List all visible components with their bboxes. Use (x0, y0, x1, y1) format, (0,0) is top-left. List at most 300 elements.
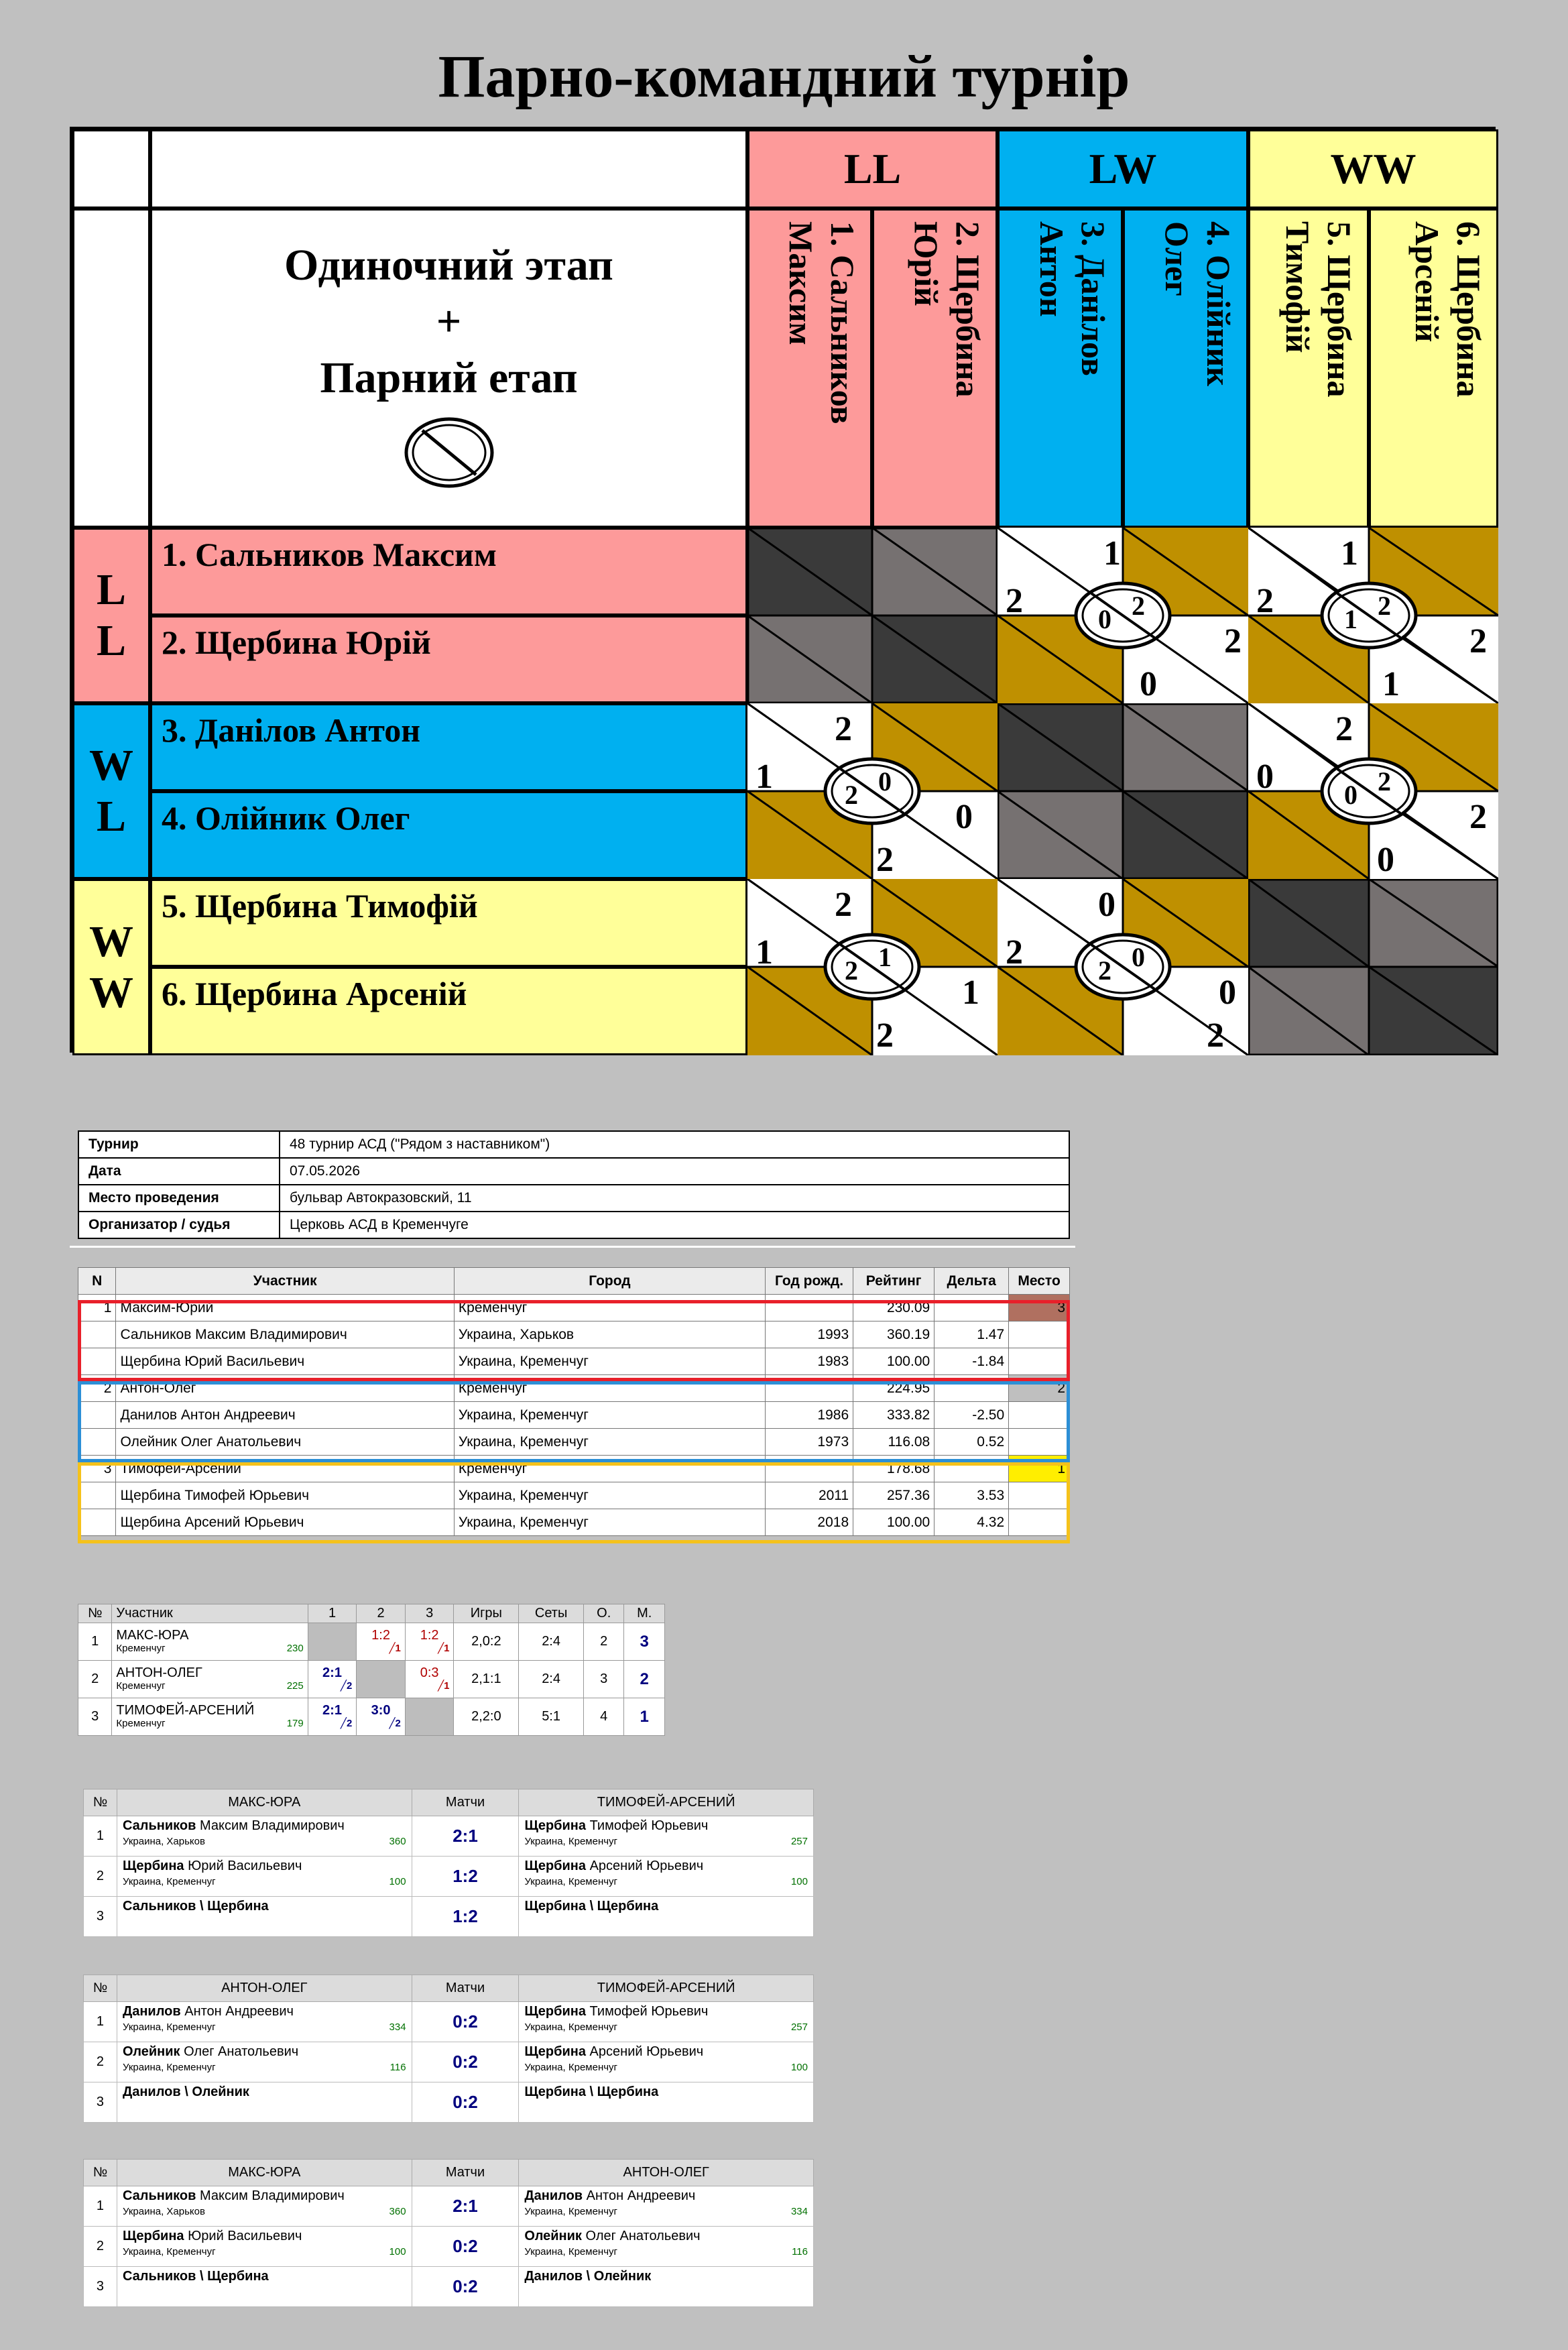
corner-cell-2 (72, 209, 150, 528)
participant-name: Сальников Максим Владимирович (116, 1321, 454, 1348)
self-block-lw (998, 703, 1248, 879)
left-player (117, 2186, 412, 2227)
score-bottom-right: 2 (1469, 622, 1487, 660)
right-city: Украина, Кременчуг (524, 2062, 618, 2073)
crosstable-row (78, 1623, 665, 1661)
col-matches: Матчи (412, 1975, 519, 2002)
group-header-ll: LL (747, 129, 998, 209)
row-player-6: 6. Щербина Арсеній (150, 967, 747, 1055)
left-city: Украина, Кременчуг (122, 2246, 216, 2257)
info-key: Турнир (78, 1131, 280, 1158)
delta: -1.84 (934, 1348, 1009, 1375)
match-score[interactable]: 0:2 (412, 2042, 519, 2082)
score-bottom-left: 2 (1207, 1016, 1224, 1055)
right-given: Антон Андреевич (583, 2188, 696, 2203)
left-surname: Данилов \ Олейник (122, 2084, 249, 2099)
match-header (84, 1975, 814, 2002)
place: 1 (624, 1698, 665, 1736)
self-cell (405, 1698, 454, 1736)
city: Украина, Кременчуг (454, 1482, 765, 1509)
participant-name: Щербина Арсений Юрьевич (116, 1509, 454, 1536)
birth-year: 2018 (765, 1509, 853, 1536)
left-player (117, 2227, 412, 2267)
delta: 4.32 (934, 1509, 1009, 1536)
score-top-left: 2 (1256, 582, 1274, 620)
team-name: МАКС-ЮРА (116, 1627, 189, 1643)
result-sets: 1 (444, 1642, 450, 1654)
score-bottom-left: 1 (1382, 665, 1400, 703)
match-row (84, 2227, 814, 2267)
left-given: Антон Андреевич (180, 2004, 294, 2019)
score-center-right: 0 (1132, 942, 1145, 972)
left-team: АНТОН-ОЛЕГ (117, 1975, 412, 2002)
sets: 2:4 (519, 1623, 584, 1661)
stage-line-3: Парний етап (320, 353, 578, 402)
left-team: МАКС-ЮРА (117, 2160, 412, 2186)
score-bottom-right: 2 (1469, 798, 1487, 836)
left-player (117, 2042, 412, 2082)
header-blank (150, 129, 747, 209)
left-player (117, 2267, 412, 2307)
col-2: 2 (357, 1604, 406, 1623)
right-given: Арсений Юрьевич (586, 1859, 704, 1873)
info-key: Место проведения (78, 1185, 280, 1212)
place: 3 (624, 1623, 665, 1661)
left-player (117, 2082, 412, 2123)
result-cell[interactable]: 2:1 ╱2 (308, 1661, 357, 1698)
score-center-right: 0 (878, 766, 892, 797)
row-player-4: 4. Олійник Олег (150, 791, 747, 879)
participant-name: Щербина Юрий Васильевич (116, 1348, 454, 1375)
col-sets: Сеты (519, 1604, 584, 1623)
participant-name: Антон-Олег (116, 1375, 454, 1402)
right-player (519, 1897, 814, 1937)
delta: 3.53 (934, 1482, 1009, 1509)
team-cell (112, 1623, 308, 1661)
participant-name: Данилов Антон Андреевич (116, 1402, 454, 1429)
info-value: бульвар Автокразовский, 11 (280, 1185, 1069, 1212)
left-rating: 100 (389, 2246, 406, 2257)
place: 2 (624, 1661, 665, 1698)
left-surname: Олейник (122, 2044, 180, 2059)
score-center-left: 2 (845, 955, 858, 986)
stage-line-2: + (436, 297, 462, 346)
crosstable-row (78, 1698, 665, 1736)
match-row (84, 2186, 814, 2227)
right-team: ТИМОФЕЙ-АРСЕНИЙ (519, 1789, 814, 1816)
points: 4 (583, 1698, 623, 1736)
rating: 116.08 (853, 1429, 934, 1456)
score-center-right: 2 (1132, 591, 1145, 621)
delta: -2.50 (934, 1402, 1009, 1429)
match-row (84, 2267, 814, 2307)
left-given: Олег Анатольевич (180, 2044, 299, 2059)
col-n: № (84, 1975, 117, 2002)
col-matches: Матчи (412, 2160, 519, 2186)
score-block-r2-c3 (1248, 703, 1498, 879)
right-surname: Щербина (524, 1859, 587, 1873)
left-player (117, 2002, 412, 2042)
info-value: 07.05.2026 (280, 1158, 1069, 1185)
match-row (84, 2042, 814, 2082)
birth-year: 1973 (765, 1429, 853, 1456)
right-surname: Данилов \ Олейник (524, 2269, 652, 2284)
row-group-ww: W W (72, 879, 150, 1055)
right-given: Арсений Юрьевич (586, 2044, 704, 2059)
score-top-left: 2 (1006, 933, 1023, 972)
right-surname: Данилов (524, 2188, 583, 2203)
right-player (519, 2227, 814, 2267)
tournament-info-table (78, 1130, 1070, 1239)
row-n: 3 (84, 2267, 117, 2307)
right-given: Олег Анатольевич (581, 2229, 701, 2243)
left-surname: Данилов (122, 2004, 181, 2019)
result-score: 2:1 (322, 1665, 342, 1680)
city: Кременчуг (454, 1295, 765, 1321)
score-bottom-left: 2 (876, 1016, 894, 1055)
right-player (519, 2267, 814, 2307)
col-player-2: 2. Щербина Юрій (872, 209, 998, 528)
left-city: Украина, Харьков (122, 2206, 205, 2217)
match-row (84, 1857, 814, 1897)
city: Кременчуг (454, 1375, 765, 1402)
score-bottom-right: 0 (955, 798, 973, 836)
rating: 100.00 (853, 1348, 934, 1375)
city: Украина, Кременчуг (454, 1429, 765, 1456)
score-top-right: 2 (835, 710, 852, 748)
right-surname: Щербина (524, 2044, 586, 2059)
right-city: Украина, Кременчуг (524, 2206, 617, 2217)
left-rating: 116 (389, 2062, 406, 2073)
result-cell[interactable]: 3:0 ╱2 (357, 1698, 406, 1736)
left-surname: Сальников (122, 2188, 196, 2203)
sets: 5:1 (519, 1698, 584, 1736)
right-rating: 100 (790, 2062, 808, 2073)
row-player-1: 1. Сальников Максим (150, 528, 747, 615)
left-city: Украина, Кременчуг (122, 2062, 216, 2073)
right-team: ТИМОФЕЙ-АРСЕНИЙ (519, 1975, 814, 2002)
crosstable-row (78, 1661, 665, 1698)
score-block-r1-c3 (1248, 528, 1498, 703)
rating: 360.19 (853, 1321, 934, 1348)
right-city: Украина, Кременчуг (524, 1836, 618, 1847)
group-header-ww: WW (1248, 129, 1498, 209)
result-sets: 1 (444, 1680, 450, 1692)
self-cell (357, 1661, 406, 1698)
right-rating: 257 (790, 1836, 808, 1847)
team-rating: 225 (286, 1680, 304, 1692)
score-top-right: 0 (1098, 886, 1115, 924)
place: 1 (1009, 1456, 1070, 1482)
score-top-right: 2 (1335, 710, 1353, 748)
place: 2 (1009, 1375, 1070, 1402)
self-block-ll (747, 528, 998, 703)
col-n: № (84, 1789, 117, 1816)
row-n: 2 (84, 1857, 117, 1897)
row-n: 2 (78, 1375, 116, 1402)
col-delta: Дельта (934, 1268, 1009, 1295)
row-n: 1 (84, 1816, 117, 1857)
score-center-right: 1 (878, 942, 892, 972)
result-sets: 2 (346, 1717, 353, 1729)
left-surname: Сальников (122, 1818, 196, 1833)
col-rating: Рейтинг (853, 1268, 934, 1295)
right-given: Тимофей Юрьевич (586, 2004, 709, 2019)
birth-year: 1986 (765, 1402, 853, 1429)
score-center-left: 0 (1344, 780, 1358, 810)
right-player (519, 1857, 814, 1897)
match-score[interactable]: 2:1 (412, 2186, 519, 2227)
left-city: Украина, Кременчуг (122, 1876, 216, 1887)
right-rating: 334 (790, 2206, 808, 2217)
col-n: № (78, 1604, 112, 1623)
row-n: 3 (78, 1456, 116, 1482)
team-name: ТИМОФЕЙ-АРСЕНИЙ (116, 1702, 255, 1718)
row-n: 2 (78, 1661, 112, 1698)
place: 3 (1009, 1295, 1070, 1321)
match-score[interactable]: 0:2 (412, 2002, 519, 2042)
participant-name: Максим-Юрий (116, 1295, 454, 1321)
rating: 100.00 (853, 1509, 934, 1536)
delta: 1.47 (934, 1321, 1009, 1348)
row-player-3: 3. Данілов Антон (150, 703, 747, 791)
rating: 230.09 (853, 1295, 934, 1321)
col-player-1: 1. Сальников Максим (747, 209, 872, 528)
info-row (78, 1131, 1069, 1158)
left-given: Максим Владимирович (196, 2188, 345, 2203)
right-player (519, 2042, 814, 2082)
team-rating: 179 (286, 1717, 304, 1729)
info-key: Дата (78, 1158, 280, 1185)
col-n: № (84, 2160, 117, 2186)
col-n: N (78, 1268, 116, 1295)
match-table (83, 1789, 814, 1937)
info-row (78, 1158, 1069, 1185)
crosstable (78, 1604, 665, 1736)
score-center-left: 2 (1098, 955, 1111, 986)
city: Украина, Кременчуг (454, 1348, 765, 1375)
result-cell[interactable]: 0:3 ╱1 (405, 1661, 454, 1698)
row-n: 2 (84, 2227, 117, 2267)
left-rating: 100 (389, 1876, 406, 1887)
participant-name: Тимофей-Арсений (116, 1456, 454, 1482)
score-bottom-left: 0 (1377, 841, 1394, 879)
score-bottom-right: 2 (1224, 622, 1242, 660)
match-header (84, 1789, 814, 1816)
score-top-left: 2 (1006, 582, 1023, 620)
right-rating: 257 (790, 2021, 808, 2033)
score-bottom-left: 2 (876, 841, 894, 879)
team-3-frame (78, 1462, 1070, 1543)
row-n: 1 (84, 2002, 117, 2042)
right-city: Украина, Кременчуг (524, 2021, 618, 2033)
right-city: Украина, Кременчуг (524, 2246, 617, 2257)
score-block-r3-c2 (998, 879, 1248, 1055)
match-header (84, 2160, 814, 2186)
col-player-3: 3. Данілов Антон (998, 209, 1123, 528)
row-n: 1 (78, 1623, 112, 1661)
row-group-wl: W L (72, 703, 150, 879)
right-surname: Щербина \ Щербина (524, 2084, 659, 2099)
self-cell (308, 1623, 357, 1661)
left-team: МАКС-ЮРА (117, 1789, 412, 1816)
result-cell[interactable]: 1:2 ╱1 (405, 1623, 454, 1661)
score-top-right: 2 (835, 886, 852, 924)
games: 2,1:1 (454, 1661, 519, 1698)
row-n: 3 (84, 1897, 117, 1937)
info-row (78, 1212, 1069, 1238)
right-surname: Щербина (524, 1818, 587, 1833)
left-given: Юрий Васильевич (184, 1859, 302, 1873)
points: 3 (583, 1661, 623, 1698)
left-player (117, 1897, 412, 1937)
left-city: Украина, Харьков (122, 1836, 205, 1847)
sets: 2:4 (519, 1661, 584, 1698)
col-player-5: 5. Щербина Тимофій (1248, 209, 1369, 528)
result-score: 1:2 (420, 1627, 439, 1643)
rating: 224.95 (853, 1375, 934, 1402)
delta: 0.52 (934, 1429, 1009, 1456)
team-city: Кременчуг (116, 1717, 166, 1729)
row-n: 1 (84, 2186, 117, 2227)
left-rating: 360 (389, 1836, 406, 1847)
right-surname: Олейник (524, 2229, 582, 2243)
birth-year: 1983 (765, 1348, 853, 1375)
col-1: 1 (308, 1604, 357, 1623)
right-player (519, 2002, 814, 2042)
col-birth-year: Год рожд. (765, 1268, 853, 1295)
score-top-right: 1 (1341, 534, 1358, 573)
score-center-right: 2 (1378, 766, 1391, 797)
col-points: О. (583, 1604, 623, 1623)
team-city: Кременчуг (116, 1680, 166, 1692)
left-surname: Щербина (122, 1859, 184, 1873)
score-bottom-right: 0 (1219, 974, 1236, 1012)
score-block-r3-c1 (747, 879, 998, 1055)
city: Украина, Кременчуг (454, 1402, 765, 1429)
group-header-lw: LW (998, 129, 1248, 209)
score-center-left: 0 (1098, 604, 1111, 634)
info-value: Церковь АСД в Кременчуге (280, 1212, 1069, 1238)
team-name: АНТОН-ОЛЕГ (116, 1665, 202, 1680)
col-matches: Матчи (412, 1789, 519, 1816)
city: Кременчуг (454, 1456, 765, 1482)
info-row (78, 1185, 1069, 1212)
match-score[interactable]: 0:2 (412, 2082, 519, 2123)
row-n: 3 (84, 2082, 117, 2123)
match-row (84, 2082, 814, 2123)
row-n: 3 (78, 1698, 112, 1736)
result-score: 1:2 (371, 1627, 390, 1643)
match-score[interactable]: 0:2 (412, 2227, 519, 2267)
right-player (519, 2186, 814, 2227)
divider (70, 1246, 1075, 1248)
rating: 333.82 (853, 1402, 934, 1429)
left-player (117, 1816, 412, 1857)
match-row (84, 2002, 814, 2042)
result-cell[interactable]: 2:1 ╱2 (308, 1698, 357, 1736)
col-3: 3 (405, 1604, 454, 1623)
left-surname: Щербина (122, 2229, 184, 2243)
left-city: Украина, Кременчуг (122, 2021, 216, 2033)
col-city: Город (454, 1268, 765, 1295)
self-block-ww (1248, 879, 1498, 1055)
participant-name: Олейник Олег Анатольевич (116, 1429, 454, 1456)
stage-description (150, 209, 747, 528)
stage-line-1: Одиночний этап (284, 241, 613, 290)
team-cell (112, 1661, 308, 1698)
team-city: Кременчуг (116, 1642, 166, 1654)
match-table (83, 1975, 814, 2123)
info-key: Организатор / судья (78, 1212, 280, 1238)
right-player (519, 2082, 814, 2123)
info-value: 48 турнир АСД ("Рядом з наставником") (280, 1131, 1069, 1158)
right-rating: 100 (790, 1876, 808, 1887)
left-given: Юрий Васильевич (184, 2229, 302, 2243)
right-city: Украина, Кременчуг (524, 1876, 618, 1887)
col-player-4: 4. Олійник Олег (1123, 209, 1248, 528)
col-participant: Участник (116, 1268, 454, 1295)
left-rating: 334 (389, 2021, 406, 2033)
city: Украина, Харьков (454, 1321, 765, 1348)
city: Украина, Кременчуг (454, 1509, 765, 1536)
games: 2,0:2 (454, 1623, 519, 1661)
left-rating: 360 (389, 2206, 406, 2217)
row-player-2: 2. Щербина Юрій (150, 615, 747, 703)
row-n: 2 (84, 2042, 117, 2082)
result-score: 2:1 (322, 1702, 342, 1718)
match-score[interactable]: 1:2 (412, 1857, 519, 1897)
result-score: 0:3 (420, 1665, 439, 1680)
no-entry-symbol-icon (402, 416, 496, 489)
row-player-5: 5. Щербина Тимофій (150, 879, 747, 967)
birth-year: 1993 (765, 1321, 853, 1348)
row-n: 1 (78, 1295, 116, 1321)
col-games: Игры (454, 1604, 519, 1623)
participants-header (78, 1268, 1070, 1295)
result-sets: 2 (395, 1717, 401, 1729)
games: 2,2:0 (454, 1698, 519, 1736)
match-score[interactable]: 2:1 (412, 1816, 519, 1857)
score-block-r1-c2 (998, 528, 1248, 703)
col-place: Место (1009, 1268, 1070, 1295)
score-block-r2-c1 (747, 703, 998, 879)
right-surname: Щербина (524, 2004, 586, 2019)
team-1-frame (78, 1300, 1070, 1381)
left-player (117, 1857, 412, 1897)
score-top-left: 1 (756, 933, 773, 972)
result-sets: 1 (395, 1642, 401, 1654)
right-team: АНТОН-ОЛЕГ (519, 2160, 814, 2186)
result-cell[interactable]: 1:2 ╱1 (357, 1623, 406, 1661)
crosstable-header (78, 1604, 665, 1623)
team-2-frame (78, 1381, 1070, 1462)
match-table (83, 2159, 814, 2307)
match-score[interactable]: 1:2 (412, 1897, 519, 1937)
participant-name: Щербина Тимофей Юрьевич (116, 1482, 454, 1509)
birth-year: 2011 (765, 1482, 853, 1509)
score-center-left: 1 (1344, 604, 1358, 634)
score-center-right: 2 (1378, 591, 1391, 621)
pair-team-grid (70, 127, 1496, 1053)
left-surname: Сальников \ Щербина (122, 1899, 269, 1914)
match-score[interactable]: 0:2 (412, 2267, 519, 2307)
right-player (519, 1816, 814, 1857)
row-group-ll: L L (72, 528, 150, 703)
score-top-right: 1 (1103, 534, 1121, 573)
score-top-left: 1 (756, 758, 773, 796)
score-center-left: 2 (845, 780, 858, 810)
